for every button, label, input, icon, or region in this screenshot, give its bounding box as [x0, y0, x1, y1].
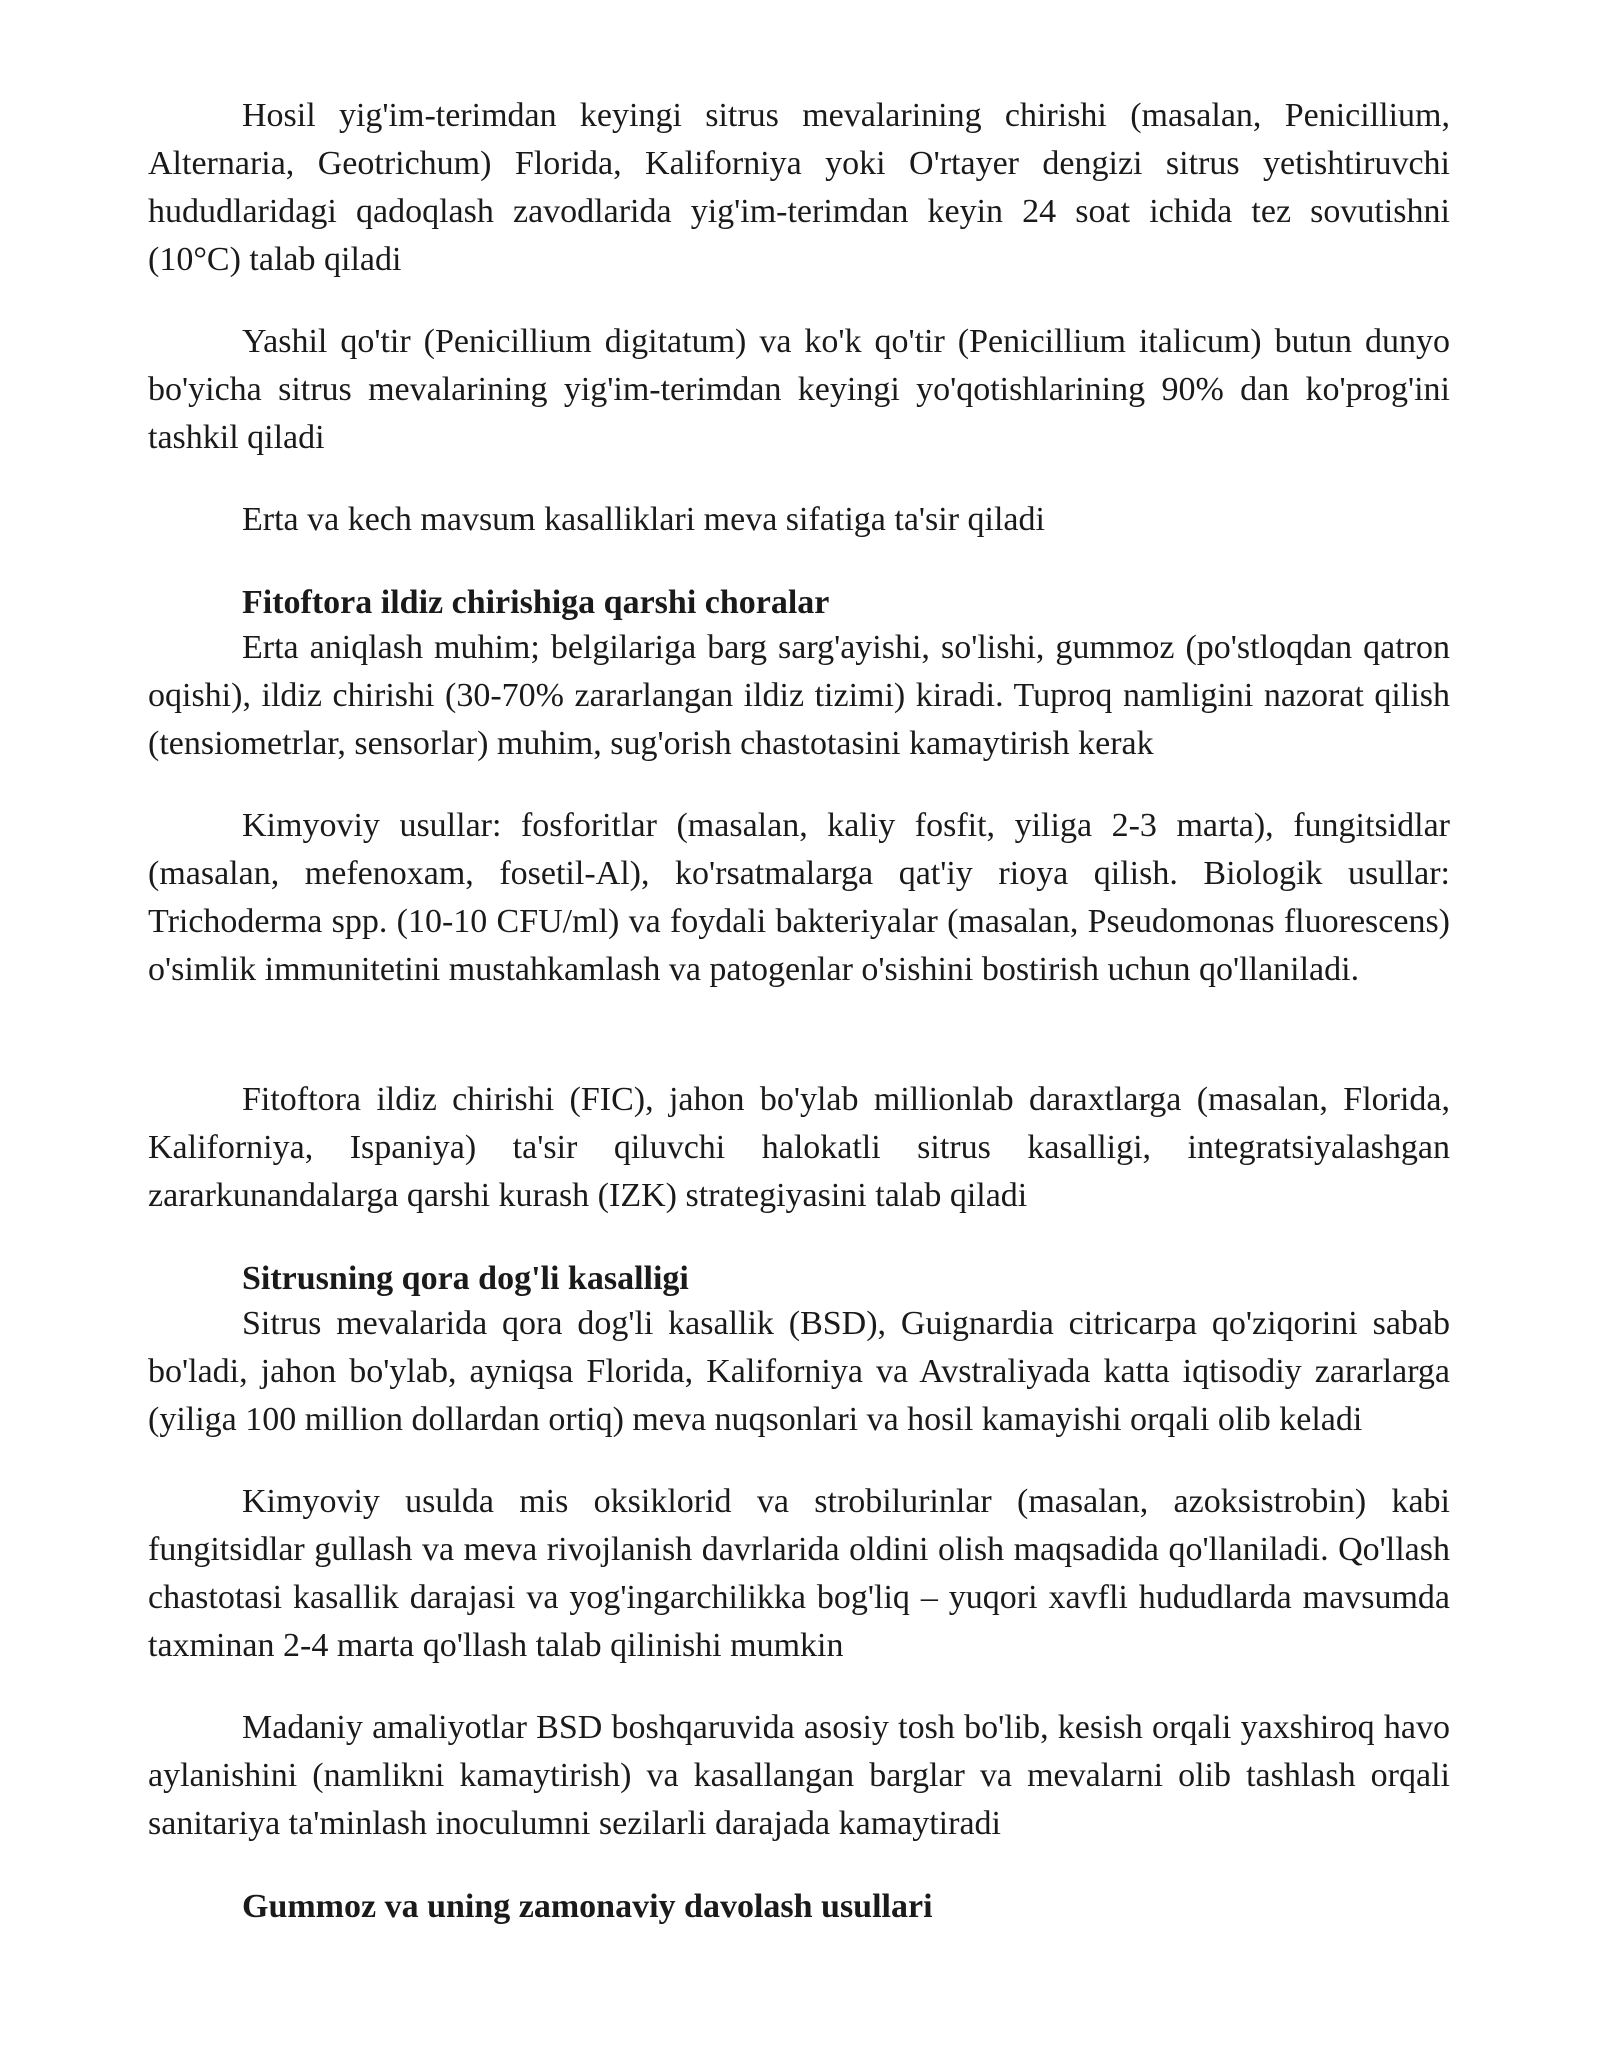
heading-gummosis-treatment: Gummoz va uning zamonaviy davolash usullari: [242, 1888, 933, 1925]
paragraph-chemical-biological-methods: Kimyoviy usullar: fosforitlar (masalan, kaliy fosfit, yiliga 2-3 marta), fungitsidlar (masalan, mefenoxam, fosetil-Al), ko'rsatmalarga qat'iy rioya qilish. Biologik usullar: Trichoderma spp. (10-10 CFU/ml) va foydali bakteriyalar (masalan, Pseudomonas fluorescens) o'simlik immunitetini mustahkamlash va patogenlar o'sishini bostirish uchun qo'llaniladi.: [148, 807, 1450, 988]
heading-phytophthora-measures: Fitoftora ildiz chirishiga qarshi choralar: [242, 584, 830, 621]
heading-citrus-black-spot: Sitrusning qora dog'li kasalligi: [242, 1260, 689, 1297]
document-page: [148, 92, 1450, 1928]
paragraph-phytophthora-root-rot: Fitoftora ildiz chirishi (FIC), jahon bo'ylab millionlab daraxtlarga (masalan, Florida, Kaliforniya, Ispaniya) ta'sir qiluvchi halokatli sitrus kasalligi, integratsiyalashgan zararkunandalarga qarshi kurash (IZK) strategiyasini talab qiladi: [148, 1081, 1450, 1214]
paragraph-black-spot-description: Sitrus mevalarida qora dog'li kasallik (BSD), Guignardia citricarpa qo'ziqorini sabab bo'ladi, jahon bo'ylab, ayniqsa Florida, Kaliforniya va Avstraliyada katta iqtisodiy zararlarga (yiliga 100 million dollardan ortiq) meva nuqsonlari va hosil kamayishi orqali olib keladi: [148, 1305, 1450, 1438]
paragraph-chemical-fungicides: Kimyoviy usulda mis oksiklorid va strobilurinlar (masalan, azoksistrobin) kabi fungitsidlar gullash va meva rivojlanish davrlarida oldini olish maqsadida qo'llaniladi. Qo'llash chastotasi kasallik darajasi va yog'ingarchilikka bog'liq – yuqori xavfli hududlarda mavsumda taxminan 2-4 marta qo'llash talab qilinishi mumkin: [148, 1483, 1450, 1664]
paragraph-season-diseases: Erta va kech mavsum kasalliklari meva sifatiga ta'sir qiladi: [242, 501, 1045, 538]
paragraph-cultural-practices: Madaniy amaliyotlar BSD boshqaruvida asosiy tosh bo'lib, kesish orqali yaxshiroq havo aylanishini (namlikni kamaytirish) va kasallangan barglar va mevalarni olib tashlash orqali sanitariya ta'minlash inoculumni sezilarli darajada kamaytiradi: [148, 1709, 1450, 1842]
paragraph-green-blue-mold: Yashil qo'tir (Penicillium digitatum) va ko'k qo'tir (Penicillium italicum) butun dunyo bo'yicha sitrus mevalarining yig'im-terimdan keyingi yo'qotishlarining 90% dan ko'prog'ini tashkil qiladi: [148, 323, 1450, 456]
paragraph-early-detection: Erta aniqlash muhim; belgilariga barg sarg'ayishi, so'lishi, gummoz (po'stloqdan qatron oqishi), ildiz chirishi (30-70% zararlangan ildiz tizimi) kiradi. Tuproq namligini nazorat qilish (tensiometrlar, sensorlar) muhim, sug'orish chastotasini kamaytirish kerak: [148, 629, 1450, 762]
paragraph-postharvest-rot: Hosil yig'im-terimdan keyingi sitrus mevalarining chirishi (masalan, Penicillium, Alternaria, Geotrichum) Florida, Kaliforniya yoki O'rtayer dengizi sitrus yetishtiruvchi hududlaridagi qadoqlash zavodlarida yig'im-terimdan keyin 24 soat ichida tez sovutishni (10°C) talab qiladi: [148, 97, 1450, 278]
